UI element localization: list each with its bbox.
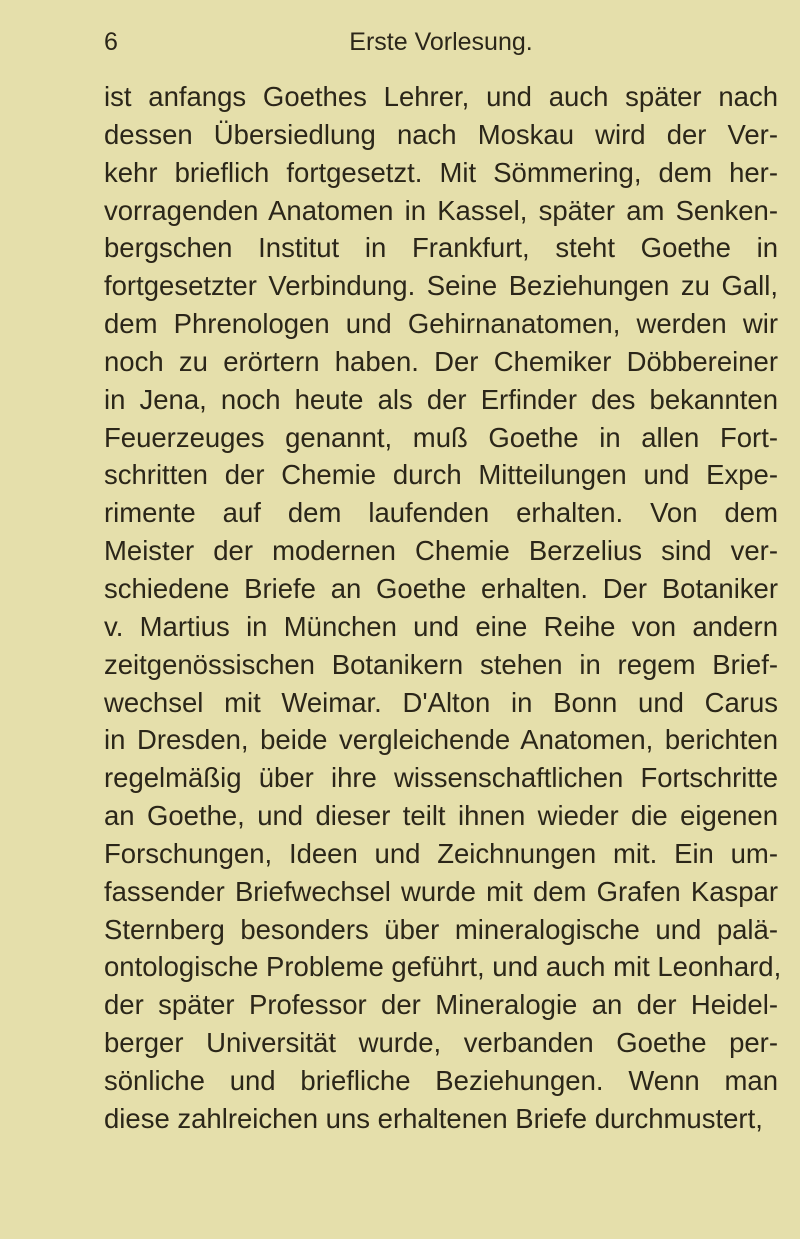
text-line: Meister der modernen Chemie Berzelius sind ver- [104, 535, 778, 567]
text-line: schritten der Chemie durch Mitteilungen und Expe- [104, 459, 778, 491]
text-line: kehr brieflich fortgesetzt. Mit Sömmering, dem her- [104, 156, 778, 188]
text-line: an Goethe, und dieser teilt ihnen wieder die eigenen [104, 800, 778, 832]
text-line: diese zahlreichen uns erhaltenen Briefe durchmustert, [104, 1102, 763, 1134]
text-line: berger Universität wurde, verbanden Goethe per- [104, 1027, 778, 1059]
running-title: Erste Vorlesung. [349, 28, 533, 56]
text-line: in Jena, noch heute als der Erfinder des bekannten [104, 383, 778, 415]
text-line: fortgesetzter Verbindung. Seine Beziehungen zu Gall, [104, 270, 778, 302]
text-line: schiedene Briefe an Goethe erhalten. Der Botaniker [104, 572, 778, 604]
text-line: regelmäßig über ihre wissenschaftlichen Fortschritte [104, 762, 778, 794]
text-line: fassender Briefwechsel wurde mit dem Grafen Kaspar [104, 875, 778, 907]
text-line: der später Professor der Mineralogie an der Heidel- [104, 989, 778, 1021]
text-line: in Dresden, beide vergleichende Anatomen, berichten [104, 724, 778, 756]
text-line: vorragenden Anatomen in Kassel, später am Senken- [104, 194, 778, 226]
text-line: Forschungen, Ideen und Zeichnungen mit. Ein um- [104, 837, 778, 869]
text-line: sönliche und briefliche Beziehungen. Wenn man [104, 1064, 778, 1096]
text-line: noch zu erörtern haben. Der Chemiker Döbbereiner [104, 345, 778, 377]
text-line: v. Martius in München und eine Reihe von andern [104, 610, 778, 642]
text-line: dessen Übersiedlung nach Moskau wird der Ver- [104, 118, 778, 150]
text-line: ontologische Probleme geführt, und auch mit Leonhard, [104, 951, 782, 983]
text-line: rimente auf dem laufenden erhalten. Von dem [104, 497, 778, 529]
text-line: dem Phrenologen und Gehirnanatomen, werden wir [104, 308, 778, 340]
body-text [104, 78, 782, 1138]
running-header [104, 28, 778, 64]
text-line: bergschen Institut in Frankfurt, steht Goethe in [104, 232, 778, 264]
text-line: ist anfangs Goethes Lehrer, und auch später nach [104, 81, 778, 112]
text-line: Feuerzeuges genannt, muß Goethe in allen Fort- [104, 421, 778, 453]
text-line: zeitgenössischen Botanikern stehen in regem Brief- [104, 648, 778, 680]
text-line: wechsel mit Weimar. D'Alton in Bonn und Carus [104, 686, 778, 718]
page-number: 6 [104, 28, 118, 56]
text-line: Sternberg besonders über mineralogische und palä- [104, 913, 778, 945]
